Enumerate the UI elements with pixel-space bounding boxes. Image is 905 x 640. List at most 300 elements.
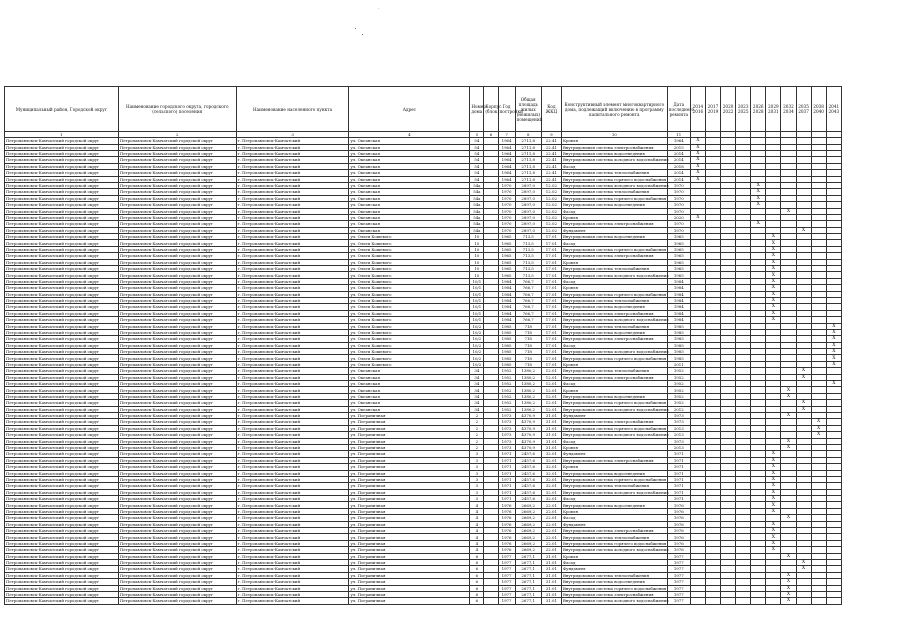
area-cell: 766,7 (515, 310, 541, 316)
column-header: 2035 2037 (796, 87, 811, 132)
address-cell: ул. Пограничная (349, 528, 470, 534)
locality-cell: г. Петропавловск-Камчатский (236, 227, 349, 233)
last-repair-cell: 1976 (667, 540, 690, 546)
year-built-cell: 1964 (498, 150, 515, 156)
period-mark-cell: X (826, 336, 841, 342)
element-cell: Внутридомовая система электроснабжения (561, 374, 667, 380)
code-cell: 17.01 (541, 310, 561, 316)
house-number-cell: 54 (470, 138, 484, 144)
year-built-cell: 1973 (498, 419, 515, 425)
code-cell: 32.01 (541, 483, 561, 489)
house-number-cell: 10 (470, 234, 484, 240)
period-mark-cell: X (826, 329, 841, 335)
settlement-cell: Петропавловск-Камчатский городской округ (118, 406, 236, 412)
settlement-cell: Петропавловск-Камчатский городской округ (118, 349, 236, 355)
period-mark-cell: X (766, 272, 781, 278)
period-mark-cell: X (766, 253, 781, 259)
period-mark-cell: X (766, 464, 781, 470)
house-number-cell: 10/1 (470, 278, 484, 284)
year-built-cell: 1965 (498, 234, 515, 240)
address-cell: ул. Пограничная (349, 591, 470, 597)
last-repair-cell: 1976 (667, 502, 690, 508)
table-row (5, 598, 842, 604)
area-cell: 713,5 (515, 266, 541, 272)
house-number-cell: 10/2 (470, 336, 484, 342)
year-built-cell: 1985 (498, 349, 515, 355)
house-number-cell: 2 (470, 419, 484, 425)
column-number: 11 (667, 132, 690, 138)
last-repair-cell: 1971 (667, 496, 690, 502)
district-cell: Петропавловск-Камчатский городской округ (5, 240, 119, 246)
last-repair-cell: 1952 (667, 393, 690, 399)
locality-cell: г. Петропавловск-Камчатский (236, 457, 349, 463)
locality-cell: г. Петропавловск-Камчатский (236, 176, 349, 182)
house-number-cell: 4 (470, 540, 484, 546)
district-cell: Петропавловск-Камчатский городской округ (5, 221, 119, 227)
house-number-cell: 54а (470, 214, 484, 220)
address-cell: ул. Океанская (349, 368, 470, 374)
settlement-cell: Петропавловск-Камчатский городской округ (118, 591, 236, 597)
area-cell: 1380,2 (515, 400, 541, 406)
element-cell: Внутридомовая система электроснабжения (561, 144, 667, 150)
period-mark-cell: X (690, 176, 705, 182)
house-number-cell: 10 (470, 272, 484, 278)
locality-cell: г. Петропавловск-Камчатский (236, 317, 349, 323)
column-header: 2014 2016 (690, 87, 705, 132)
locality-cell: г. Петропавловск-Камчатский (236, 202, 349, 208)
district-cell: Петропавловск-Камчатский городской округ (5, 144, 119, 150)
area-cell: 2677,1 (515, 598, 541, 604)
period-mark-cell: X (781, 444, 796, 450)
period-mark-cell: X (766, 470, 781, 476)
corner-mark: · (378, 6, 380, 12)
district-cell: Петропавловск-Камчатский городской округ (5, 483, 119, 489)
area-cell: 2711,8 (515, 176, 541, 182)
column-header: Код ЖКЦ (541, 87, 561, 132)
address-cell: ул. Пограничная (349, 470, 470, 476)
settlement-cell: Петропавловск-Камчатский городской округ (118, 502, 236, 508)
period-mark-cell: X (766, 476, 781, 482)
settlement-cell: Петропавловск-Камчатский городской округ (118, 387, 236, 393)
year-built-cell: 1971 (498, 457, 515, 463)
locality-cell: г. Петропавловск-Камчатский (236, 566, 349, 572)
district-cell: Петропавловск-Камчатский городской округ (5, 259, 119, 265)
year-built-cell: 1970 (498, 182, 515, 188)
settlement-cell: Петропавловск-Камчатский городской округ (118, 368, 236, 374)
locality-cell: г. Петропавловск-Камчатский (236, 329, 349, 335)
code-cell: 22.41 (541, 157, 561, 163)
locality-cell: г. Петропавловск-Камчатский (236, 572, 349, 578)
period-mark-cell: X (781, 591, 796, 597)
year-built-cell: 1964 (498, 176, 515, 182)
district-cell: Петропавловск-Камчатский городской округ (5, 297, 119, 303)
area-cell: 1380,2 (515, 406, 541, 412)
house-number-cell: 10/2 (470, 329, 484, 335)
address-cell: ул. Пограничная (349, 444, 470, 450)
house-number-cell: 54 (470, 176, 484, 182)
locality-cell: г. Петропавловск-Камчатский (236, 591, 349, 597)
code-cell: 31.01 (541, 566, 561, 572)
settlement-cell: Петропавловск-Камчатский городской округ (118, 227, 236, 233)
locality-cell: г. Петропавловск-Камчатский (236, 489, 349, 495)
code-cell: 12.01 (541, 387, 561, 393)
code-cell: 22.41 (541, 150, 561, 156)
house-number-cell: 54а (470, 202, 484, 208)
column-number: 3 (236, 132, 349, 138)
address-cell: ул. Ольги Кошевого (349, 259, 470, 265)
last-repair-cell: 1970 (667, 202, 690, 208)
locality-cell: г. Петропавловск-Камчатский (236, 214, 349, 220)
address-cell: ул. Ольги Кошевого (349, 266, 470, 272)
last-repair-cell: 1977 (667, 559, 690, 565)
area-cell: 2711,8 (515, 150, 541, 156)
address-cell: ул. Океанская (349, 400, 470, 406)
element-cell: Внутридомовая система горячего водоснабжения (562, 540, 667, 546)
period-mark-cell: X (826, 381, 841, 387)
period-mark-cell: X (781, 515, 796, 521)
year-built-cell: 1970 (498, 208, 515, 214)
district-cell: Петропавловск-Камчатский городской округ (5, 508, 119, 514)
code-cell: 17.01 (541, 329, 561, 335)
locality-cell: г. Петропавловск-Камчатский (236, 464, 349, 470)
address-cell: ул. Ольги Кошевого (349, 253, 470, 259)
area-cell: 2897,0 (515, 221, 541, 227)
area-cell: 713,5 (515, 240, 541, 246)
address-cell: ул. Ольги Кошевого (349, 336, 470, 342)
last-repair-cell: 1973 (667, 419, 690, 425)
area-cell: 2677,1 (515, 553, 541, 559)
locality-cell: г. Петропавловск-Камчатский (236, 240, 349, 246)
house-number-cell: 3 (470, 476, 484, 482)
period-mark-cell: X (766, 234, 781, 240)
column-header: Общая площадь жилых (нежилых) помещений (515, 87, 541, 132)
period-mark-cell (811, 598, 826, 604)
element-cell: Внутридомовая система холодного водоснабжения (562, 317, 669, 323)
code-cell: 17.01 (541, 304, 561, 310)
district-cell: Петропавловск-Камчатский городской округ (5, 368, 119, 374)
area-cell: 2457,6 (515, 496, 541, 502)
locality-cell: г. Петропавловск-Камчатский (236, 157, 349, 163)
last-repair-cell: 1964 (667, 138, 690, 144)
house-number-cell: 10/1 (470, 291, 484, 297)
element-cell: Внутридомовая система теплоснабжения (561, 323, 667, 329)
area-cell: 2677,1 (515, 591, 541, 597)
period-mark-cell: X (690, 214, 705, 220)
year-built-cell: 1965 (498, 246, 515, 252)
district-cell: Петропавловск-Камчатский городской округ (5, 170, 119, 176)
element-cell: Внутридомовая система холодного водоснабжения (562, 406, 669, 412)
element-cell: Фасад (561, 515, 667, 521)
settlement-cell: Петропавловск-Камчатский городской округ (118, 138, 236, 144)
district-cell: Петропавловск-Камчатский городской округ (5, 317, 119, 323)
element-cell: Фундамент (561, 227, 667, 233)
address-cell: ул. Океанская (349, 182, 470, 188)
element-cell: Внутридомовая система электроснабжения (561, 457, 667, 463)
code-cell: 31.01 (541, 419, 561, 425)
element-cell: Кровля (561, 138, 667, 144)
code-cell: 17.01 (541, 297, 561, 303)
settlement-cell: Петропавловск-Камчатский городской округ (118, 170, 236, 176)
address-cell: ул. Океанская (349, 381, 470, 387)
last-repair-cell: 1971 (667, 476, 690, 482)
settlement-cell: Петропавловск-Камчатский городской округ (118, 182, 236, 188)
period-mark-cell: X (781, 208, 796, 214)
year-built-cell: 1970 (498, 189, 515, 195)
district-cell: Петропавловск-Камчатский городской округ (5, 374, 119, 380)
area-cell: 713,5 (515, 259, 541, 265)
house-number-cell: 4 (470, 534, 484, 540)
period-mark-cell: X (781, 438, 796, 444)
element-cell: Фундамент (561, 413, 667, 419)
settlement-cell: Петропавловск-Камчатский городской округ (118, 278, 236, 284)
house-number-cell: 3 (470, 483, 484, 489)
house-number-cell: 6 (470, 559, 484, 565)
district-cell: Петропавловск-Камчатский городской округ (5, 387, 119, 393)
locality-cell: г. Петропавловск-Камчатский (236, 451, 349, 457)
last-repair-cell: 1976 (667, 534, 690, 540)
element-cell: Внутридомовая система водоотведения (561, 502, 667, 508)
element-cell: Внутридомовая система электроснабжения (561, 310, 667, 316)
settlement-cell: Петропавловск-Камчатский городской округ (118, 157, 236, 163)
settlement-cell: Петропавловск-Камчатский городской округ (118, 496, 236, 502)
locality-cell: г. Петропавловск-Камчатский (236, 406, 349, 412)
address-cell: ул. Океанская (349, 374, 470, 380)
settlement-cell: Петропавловск-Камчатский городской округ (118, 336, 236, 342)
district-cell: Петропавловск-Камчатский городской округ (5, 585, 119, 591)
last-repair-cell: 1977 (667, 585, 690, 591)
code-cell: 12.01 (541, 393, 561, 399)
element-cell: Внутридомовая система холодного водоснабжения (562, 183, 669, 189)
district-cell: Петропавловск-Камчатский городской округ (5, 419, 119, 425)
last-repair-cell: 1973 (667, 438, 690, 444)
address-cell: ул. Океанская (349, 387, 470, 393)
settlement-cell: Петропавловск-Камчатский городской округ (118, 189, 236, 195)
year-built-cell: 1970 (498, 227, 515, 233)
address-cell: ул. Океанская (349, 150, 470, 156)
period-mark-cell: X (766, 266, 781, 272)
area-cell: 2897,0 (515, 202, 541, 208)
settlement-cell: Петропавловск-Камчатский городской округ (118, 534, 236, 540)
address-cell: ул. Пограничная (349, 585, 470, 591)
area-cell: 2669,2 (515, 540, 541, 546)
last-repair-cell: 1977 (667, 572, 690, 578)
code-cell: 31.01 (541, 425, 561, 431)
district-cell: Петропавловск-Камчатский городской округ (5, 438, 119, 444)
address-cell: ул. Океанская (349, 227, 470, 233)
district-cell: Петропавловск-Камчатский городской округ (5, 208, 119, 214)
locality-cell: г. Петропавловск-Камчатский (236, 170, 349, 176)
code-cell: 17.01 (541, 349, 561, 355)
code-cell: 17.01 (541, 240, 561, 246)
period-mark-cell: X (766, 259, 781, 265)
last-repair-cell: 2012 (667, 406, 690, 412)
locality-cell: г. Петропавловск-Камчатский (236, 355, 349, 361)
year-built-cell: 1970 (498, 202, 515, 208)
locality-cell: г. Петропавловск-Камчатский (236, 361, 349, 367)
code-cell: 17.01 (541, 278, 561, 284)
last-repair-cell: 1984 (667, 304, 690, 310)
code-cell: 12.02 (541, 214, 561, 220)
locality-cell: г. Петропавловск-Камчатский (236, 234, 349, 240)
last-repair-cell: 1985 (667, 349, 690, 355)
element-cell: Внутридомовая система теплоснабжения (561, 368, 667, 374)
element-cell: Фундамент (561, 566, 667, 572)
last-repair-cell: 2013 (667, 444, 690, 450)
column-number: 8 (515, 132, 541, 138)
address-cell: ул. Пограничная (349, 419, 470, 425)
period-mark-cell (826, 598, 841, 604)
address-cell: ул. Океанская (349, 195, 470, 201)
last-repair-cell: 1952 (667, 387, 690, 393)
year-built-cell: 1964 (498, 144, 515, 150)
house-number-cell: 34 (470, 406, 484, 412)
house-number-cell: 54а (470, 182, 484, 188)
element-cell: Внутридомовая система горячего водоснабжения (562, 355, 667, 361)
locality-cell: г. Петропавловск-Камчатский (236, 515, 349, 521)
district-cell: Петропавловск-Камчатский городской округ (5, 381, 119, 387)
house-number-cell: 10/2 (470, 342, 484, 348)
element-cell: Внутридомовая система холодного водоснабжения (562, 489, 669, 495)
code-cell: 12.01 (541, 400, 561, 406)
period-mark-cell: X (766, 496, 781, 502)
locality-cell: г. Петропавловск-Камчатский (236, 559, 349, 565)
element-cell: Внутридомовая система горячего водоснабжения (562, 585, 667, 591)
year-built-cell: 1965 (498, 253, 515, 259)
period-mark-cell: X (751, 221, 766, 227)
element-cell: Кровля (561, 464, 667, 470)
area-cell: 1380,2 (515, 381, 541, 387)
element-cell: Внутридомовая система горячего водоснабжения (562, 477, 667, 482)
settlement-cell: Петропавловск-Камчатский городской округ (118, 464, 236, 470)
district-cell: Петропавловск-Камчатский городской округ (5, 489, 119, 495)
period-mark-cell: X (766, 534, 781, 540)
district-cell: Петропавловск-Камчатский городской округ (5, 253, 119, 259)
settlement-cell: Петропавловск-Камчатский городской округ (118, 508, 236, 514)
area-cell: 2669,2 (515, 534, 541, 540)
year-built-cell: 1964 (498, 138, 515, 144)
house-number-cell: 54а (470, 221, 484, 227)
locality-cell: г. Петропавловск-Камчатский (236, 508, 349, 514)
period-mark-cell: X (766, 451, 781, 457)
house-number-cell: 54а (470, 227, 484, 233)
area-cell: 1380,2 (515, 374, 541, 380)
house-number-cell: 10 (470, 253, 484, 259)
address-cell: ул. Ольги Кошевого (349, 234, 470, 240)
year-built-cell: 1984 (498, 304, 515, 310)
settlement-cell: Петропавловск-Камчатский городской округ (118, 253, 236, 259)
element-cell: Внутридомовая система холодного водоснабжения (562, 272, 669, 278)
locality-cell: г. Петропавловск-Камчатский (236, 528, 349, 534)
period-mark-cell: X (690, 138, 705, 144)
element-cell: Кровля (561, 214, 667, 220)
settlement-cell: Петропавловск-Камчатский городской округ (118, 598, 236, 604)
settlement-cell: Петропавловск-Камчатский городской округ (118, 272, 236, 278)
year-built-cell: 1965 (498, 266, 515, 272)
locality-cell: г. Петропавловск-Камчатский (236, 393, 349, 399)
district-cell: Петропавловск-Камчатский городской округ (5, 227, 119, 233)
house-number-cell: 10/1 (470, 310, 484, 316)
last-repair-cell: 1976 (667, 508, 690, 514)
area-cell: 2457,6 (515, 483, 541, 489)
settlement-cell: Петропавловск-Камчатский городской округ (118, 559, 236, 565)
address-cell: ул. Пограничная (349, 502, 470, 508)
last-repair-cell: 1965 (667, 246, 690, 252)
period-mark-cell: X (690, 157, 705, 163)
period-mark-cell: X (781, 393, 796, 399)
address-cell: ул. Океанская (349, 163, 470, 169)
area-cell: 4370,9 (515, 419, 541, 425)
element-cell: Внутридомовая система теплоснабжения (561, 266, 667, 272)
code-cell: 22.01 (541, 528, 561, 534)
house-number-cell: 2 (470, 425, 484, 431)
last-repair-cell: 1984 (667, 291, 690, 297)
area-cell: 718 (515, 342, 541, 348)
code-cell: 17.01 (541, 323, 561, 329)
locality-cell: г. Петропавловск-Камчатский (236, 336, 349, 342)
address-cell: ул. Океанская (349, 406, 470, 412)
last-repair-cell: 1970 (667, 195, 690, 201)
house-number-cell: 54 (470, 163, 484, 169)
house-number-cell: 6 (470, 566, 484, 572)
district-cell: Петропавловск-Камчатский городской округ (5, 496, 119, 502)
year-built-cell: 1977 (498, 598, 515, 604)
locality-cell: г. Петропавловск-Камчатский (236, 163, 349, 169)
settlement-cell: Петропавловск-Камчатский городской округ (118, 246, 236, 252)
code-cell: 32.01 (541, 470, 561, 476)
house-number-cell: 3 (470, 489, 484, 495)
address-cell: ул. Ольги Кошевого (349, 246, 470, 252)
last-repair-cell: 1952 (667, 368, 690, 374)
code-cell: 17.01 (541, 253, 561, 259)
last-repair-cell: 1965 (667, 259, 690, 265)
address-cell: ул. Пограничная (349, 547, 470, 553)
house-number-cell: 34 (470, 374, 484, 380)
column-header: Наименование городского округа, городского (сельского) поселения (118, 87, 236, 132)
address-cell: ул. Пограничная (349, 451, 470, 457)
house-number-cell: 34 (470, 400, 484, 406)
year-built-cell: 1985 (498, 355, 515, 361)
locality-cell: г. Петропавловск-Камчатский (236, 400, 349, 406)
last-repair-cell: 1965 (667, 266, 690, 272)
code-cell: 17.01 (541, 291, 561, 297)
period-mark-cell: X (766, 240, 781, 246)
period-mark-cell: X (781, 579, 796, 585)
element-cell: Внутридомовая система водоотведения (561, 393, 667, 399)
district-cell: Петропавловск-Камчатский городской округ (5, 400, 119, 406)
house-number-cell: 6 (470, 572, 484, 578)
area-cell: 2457,6 (515, 476, 541, 482)
settlement-cell: Петропавловск-Камчатский городской округ (118, 553, 236, 559)
period-mark-cell: X (766, 528, 781, 534)
area-cell: 2457,6 (515, 457, 541, 463)
year-built-cell: 1973 (498, 444, 515, 450)
settlement-cell: Петропавловск-Камчатский городской округ (118, 572, 236, 578)
last-repair-cell: 1965 (667, 240, 690, 246)
year-built-cell: 1977 (498, 579, 515, 585)
code-cell: 22.01 (541, 515, 561, 521)
settlement-cell: Петропавловск-Камчатский городской округ (118, 323, 236, 329)
period-mark-cell: X (796, 374, 811, 380)
last-repair-cell: 2014 (667, 150, 690, 156)
settlement-cell: Петропавловск-Камчатский городской округ (118, 444, 236, 450)
locality-cell: г. Петропавловск-Камчатский (236, 144, 349, 150)
settlement-cell: Петропавловск-Камчатский городской округ (118, 438, 236, 444)
code-cell: 32.01 (541, 496, 561, 502)
year-built-cell: 1977 (498, 559, 515, 565)
locality-cell: г. Петропавловск-Камчатский (236, 208, 349, 214)
area-cell: 713,5 (515, 234, 541, 240)
column-number: 7 (498, 132, 515, 138)
